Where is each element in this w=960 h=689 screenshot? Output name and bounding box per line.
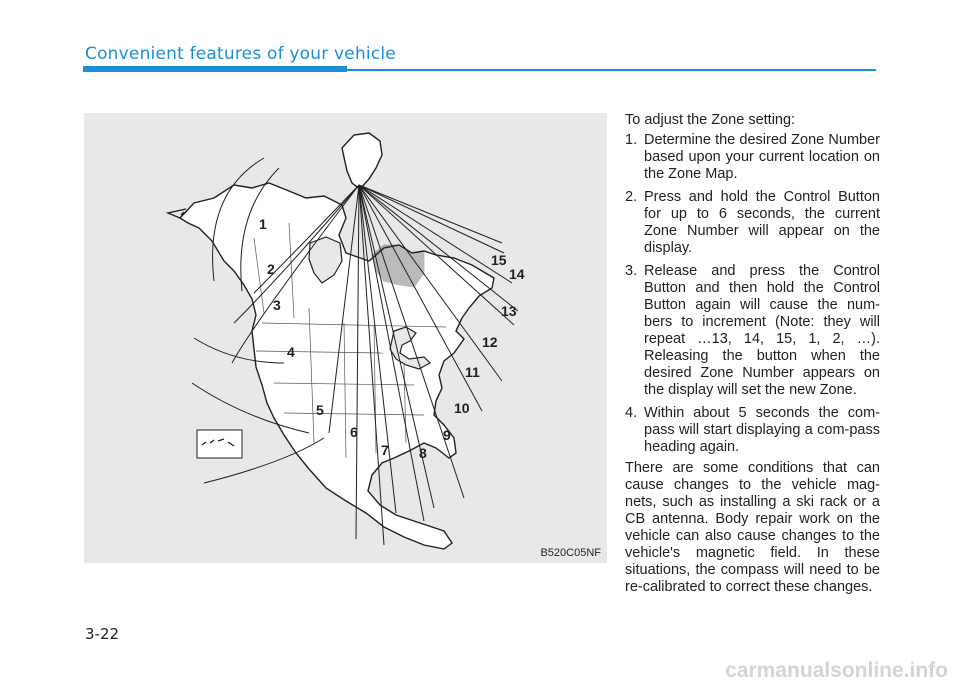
zone-label-11: 11: [465, 364, 480, 380]
step-item: [625, 132, 880, 183]
zone-label-9: 9: [443, 427, 451, 443]
greenland: [342, 133, 382, 189]
step-number: 1.: [625, 132, 638, 148]
step-text: Release and press the Control Button and then hold the Control Button again will cause the num-bers to increment (Note: they will repeat …13, 14, 15, 1, 2, …). Releasing the button when the desired Zone Number appears on the display will set the new Zone.: [644, 263, 880, 398]
instruction-steps: [625, 132, 880, 462]
zone-map: [84, 113, 607, 563]
step-text: Determine the desired Zone Number based upon your current location on the Zone Map.: [644, 132, 880, 182]
watermark: carmanualsonline.info: [725, 659, 948, 682]
zone-label-4: 4: [287, 344, 295, 360]
zone-label-15: 15: [491, 252, 507, 268]
zone-label-1: 1: [259, 216, 267, 232]
zone-label-14: 14: [509, 266, 525, 282]
zone-label-10: 10: [454, 400, 470, 416]
zone-label-3: 3: [273, 297, 281, 313]
step-item: [625, 263, 880, 399]
section-title: Convenient features of your vehicle: [85, 44, 396, 64]
step-number: 3.: [625, 263, 638, 279]
caution-paragraph: There are some conditions that can cause changes to the vehicle mag-nets, such as installing a ski rack or a CB antenna. Body repair work on the vehicle can also cause changes to the vehicle's magnetic field. In these situations, the compass will need to be re-calibrated to correct these changes.: [625, 460, 880, 595]
zone-map-figure: [84, 113, 607, 563]
zone-label-7: 7: [381, 442, 389, 458]
page-number: 3-22: [85, 625, 120, 643]
step-text: Within about 5 seconds the com-pass will start displaying a com-pass heading again.: [644, 405, 880, 455]
zone-label-6: 6: [350, 424, 358, 440]
step-text: Press and hold the Control Button for up to 6 seconds, the current Zone Number will appear on the display.: [644, 189, 880, 256]
zone-label-2: 2: [267, 261, 275, 277]
step-item: [625, 405, 880, 456]
zone-label-5: 5: [316, 402, 324, 418]
step-item: [625, 189, 880, 257]
instructions-intro: To adjust the Zone setting:: [625, 112, 796, 128]
step-number: 4.: [625, 405, 638, 421]
step-number: 2.: [625, 189, 638, 205]
zone-label-8: 8: [419, 445, 427, 461]
header-rule: [83, 69, 876, 71]
figure-code: B520C05NF: [540, 547, 601, 559]
zone-label-12: 12: [482, 334, 498, 350]
zone-label-13: 13: [501, 303, 517, 319]
